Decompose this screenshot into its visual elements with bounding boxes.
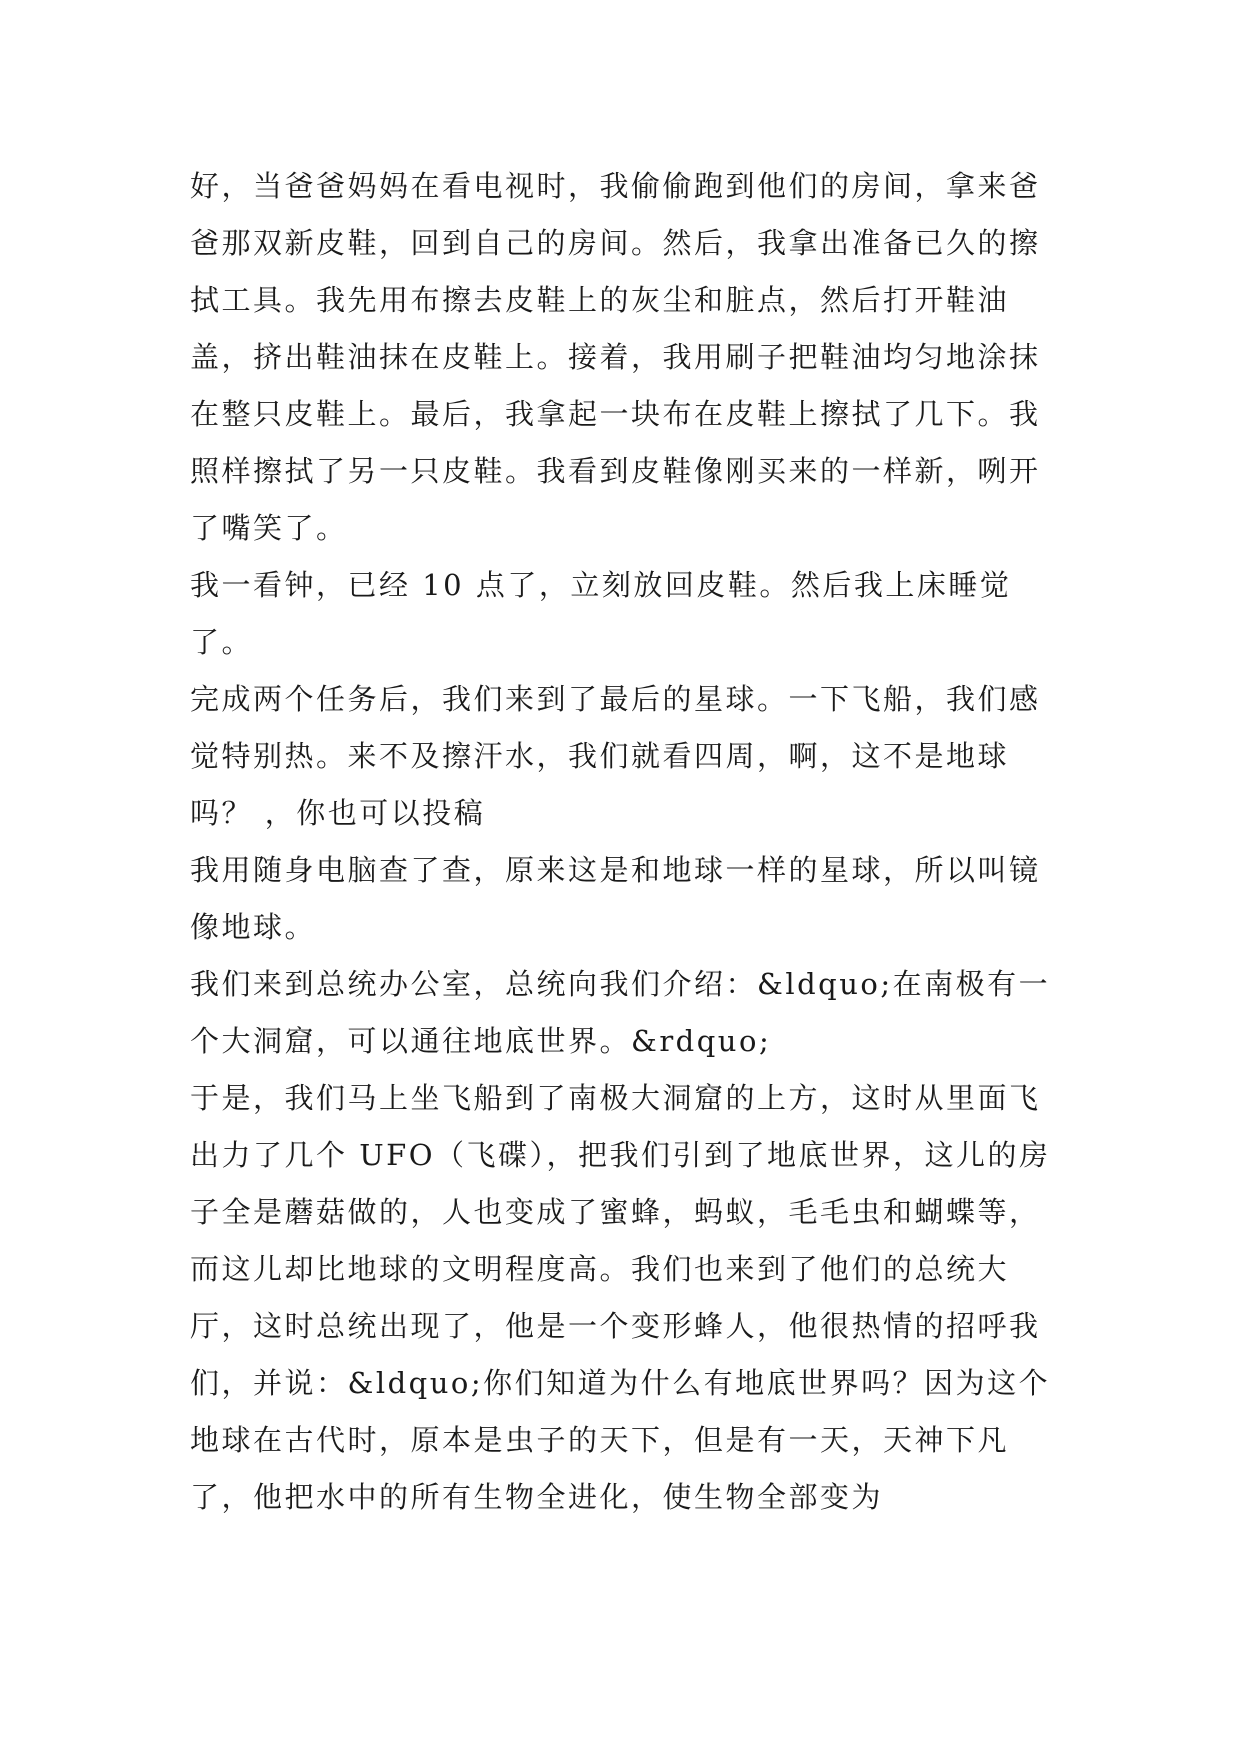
paragraph-last-planet: 完成两个任务后，我们来到了最后的星球。一下飞船，我们感觉特别热。来不及擦汗水，我们就看四周，啊，这不是地球吗？ ，你也可以投稿 [190,682,1041,830]
paragraph-bedtime: 我一看钟，已经 10 点了，立刻放回皮鞋。然后我上床睡觉了。 [190,568,1012,659]
document-body [190,158,1060,1526]
paragraph-underground-world: 于是，我们马上坐飞船到了南极大洞窟的上方，这时从里面飞出力了几个 UFO（飞碟），把我们引到了地底世界，这儿的房子全是蘑菇做的，人也变成了蜜蜂，蚂蚁，毛毛虫和蝴蝶等，而这儿却比地球的文明程度高。我们也来到了他们的总统大厅，这时总统出现了，他是一个变形蜂人，他很热情的招呼我们，并说：&ldquo;你们知道为什么有地底世界吗？因为这个地球在古代时，原本是虫子的天下，但是有一天，天神下凡了，他把水中的所有生物全进化，使生物全部变为 [190,1081,1051,1514]
paragraph-shoe-polishing: 好，当爸爸妈妈在看电视时，我偷偷跑到他们的房间，拿来爸爸那双新皮鞋，回到自己的房间。然后，我拿出准备已久的擦拭工具。我先用布擦去皮鞋上的灰尘和脏点，然后打开鞋油盖，挤出鞋油抹在皮鞋上。接着，我用刷子把鞋油均匀地涂抹在整只皮鞋上。最后，我拿起一块布在皮鞋上擦拭了几下。我照样擦拭了另一只皮鞋。我看到皮鞋像刚买来的一样新，咧开了嘴笑了。 [190,169,1041,545]
paragraph-mirror-earth: 我用随身电脑查了查，原来这是和地球一样的星球，所以叫镜像地球。 [190,853,1041,944]
paragraph-president-office: 我们来到总统办公室，总统向我们介绍：&ldquo;在南极有一个大洞窟，可以通往地底世界。&rdquo; [190,967,1051,1058]
